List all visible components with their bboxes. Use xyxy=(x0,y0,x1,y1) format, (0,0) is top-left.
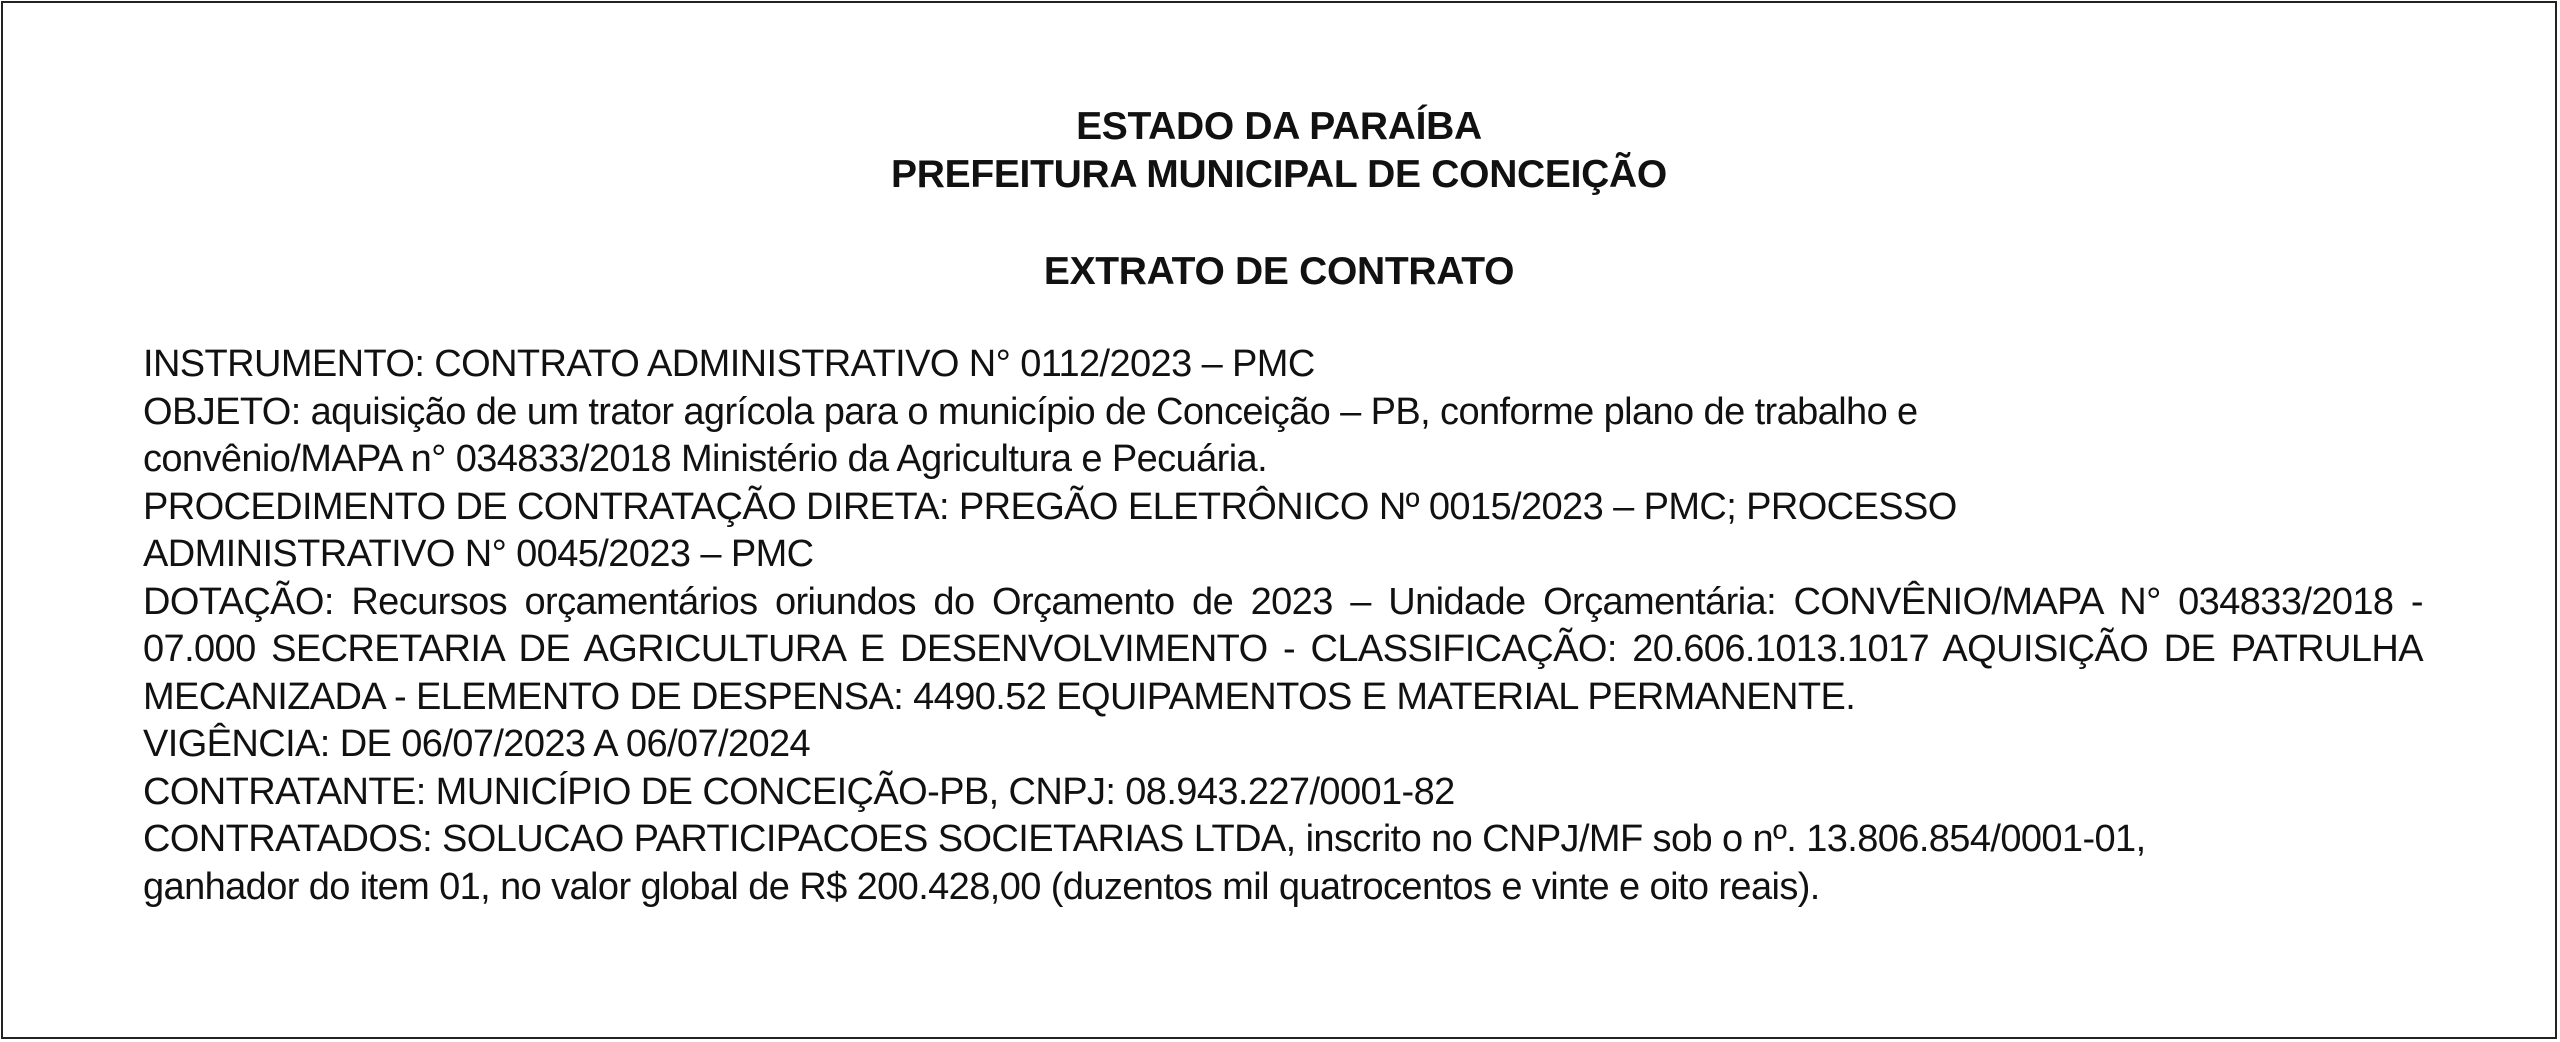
municipality-heading: PREFEITURA MUNICIPAL DE CONCEIÇÃO xyxy=(891,153,1667,196)
contratados-line-2: ganhador do item 01, no valor global de R$ 200.428,00 (duzentos mil quatrocentos e vinte e oito reais). xyxy=(143,865,1820,908)
dotacao-paragraph: DOTAÇÃO: Recursos orçamentários oriundos do Orçamento de 2023 – Unidade Orçamentária: CONVÊNIO/MAPA N° 034833/2018 - 07.000 SECRETARIA DE AGRICULTURA E DESENVOLVIMENTO - CLASSIFICAÇÃO: 20.606.1013.1017 AQUISIÇÃO DE PATRULHA MECANIZADA - ELEMENTO DE DESPENSA: 4490.52 EQUIPAMENTOS E MATERIAL PERMANENTE. xyxy=(143,580,2423,718)
objeto-line-1: OBJETO: aquisição de um trator agrícola para o município de Conceição – PB, conforme plano de trabalho e xyxy=(143,390,1918,433)
document-header xyxy=(3,103,2555,199)
procedimento-line-2: ADMINISTRATIVO N° 0045/2023 – PMC xyxy=(143,533,814,575)
contratados-paragraph xyxy=(143,816,2423,911)
contratados-line-1: CONTRATADOS: SOLUCAO PARTICIPACOES SOCIETARIAS LTDA, inscrito no CNPJ/MF sob o nº. 13.806.854/0001-01, xyxy=(143,818,2146,860)
objeto-paragraph xyxy=(143,389,2423,484)
document-title: EXTRATO DE CONTRATO xyxy=(1043,250,1515,293)
instrumento-line: INSTRUMENTO: CONTRATO ADMINISTRATIVO N° 0112/2023 – PMC xyxy=(143,343,1315,385)
document-frame xyxy=(1,1,2557,1039)
document-body xyxy=(143,341,2423,911)
procedimento-paragraph xyxy=(143,484,2423,579)
procedimento-line-1: PROCEDIMENTO DE CONTRATAÇÃO DIRETA: PREGÃO ELETRÔNICO Nº 0015/2023 – PMC; PROCESSO xyxy=(143,485,1957,528)
objeto-line-2: convênio/MAPA n° 034833/2018 Ministério da Agricultura e Pecuária. xyxy=(143,438,1268,480)
contratante-line: CONTRATANTE: MUNICÍPIO DE CONCEIÇÃO-PB, CNPJ: 08.943.227/0001-82 xyxy=(143,770,1455,813)
vigencia-line: VIGÊNCIA: DE 06/07/2023 A 06/07/2024 xyxy=(143,723,811,765)
state-heading: ESTADO DA PARAÍBA xyxy=(1076,105,1482,148)
